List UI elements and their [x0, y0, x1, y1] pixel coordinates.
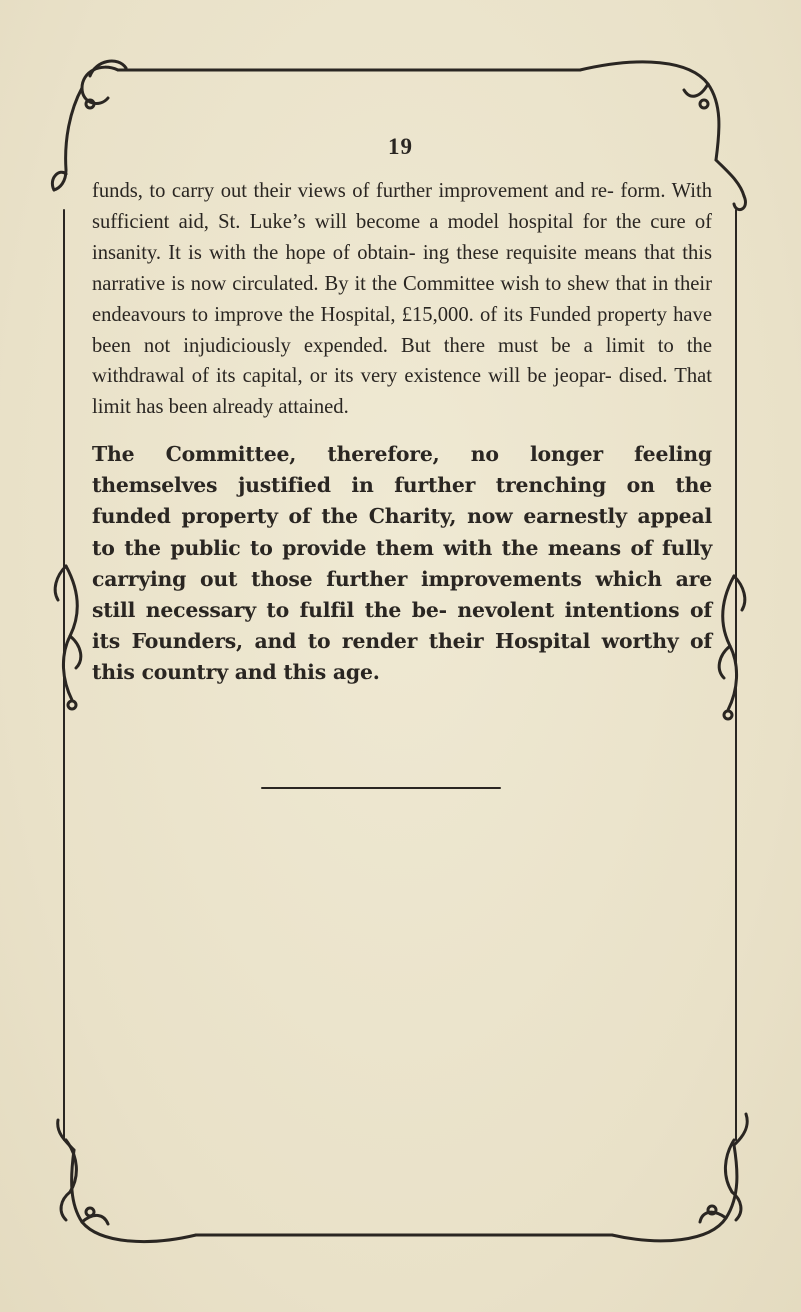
paragraph-regular: funds, to carry out their views of further improvement and re- form. With sufficient aid, St. Luke’s will become a model hospital for the cure of insanity. It is with the hope of obtain- ing these requisite means that this narrative is now circulated. By it the Committee wish to shew that in their endeavours to improve the Hospital, £15,000. of its Funded property have been not injudiciously expended. But there must be a limit to the withdrawal of its capital, or its very existence will be jeopar- dised. That limit has been already attained. — [92, 180, 712, 419]
paragraph-bold-appeal: The Committee, therefore, no longer feeling themselves justified in further trenching on the funded property of the Charity, now earnestly appeal to the public to provide them with the means of fully carrying out those further improvements which are still necessary to fulfil the be- nevolent intentions of its Founders, and to render their Hospital worthy of this country and this age. — [92, 442, 712, 685]
corner-scroll-ornament-top-left — [52, 61, 126, 190]
side-scroll-ornament-left — [55, 566, 81, 709]
page-number: 19 — [388, 134, 413, 159]
side-scroll-ornament-right — [719, 576, 745, 719]
side-scroll-ornament-lower-right — [725, 1140, 741, 1220]
corner-scroll-ornament-bottom-left — [58, 1120, 196, 1242]
